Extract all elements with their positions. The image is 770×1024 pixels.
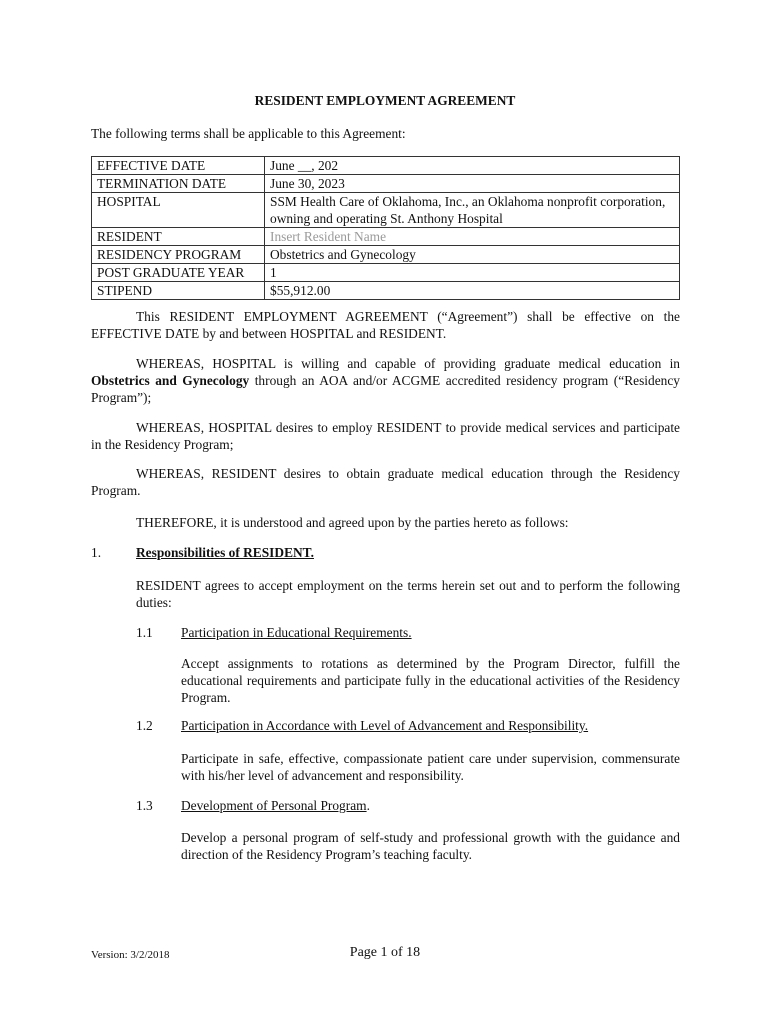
term-label: POST GRADUATE YEAR: [92, 264, 265, 282]
term-value: $55,912.00: [265, 282, 680, 300]
table-row: [92, 228, 680, 246]
paragraph-text: through an AOA and/or ACGME accredited residency program (“Residency Program”);: [91, 373, 680, 405]
table-row: [92, 264, 680, 282]
table-row: [92, 282, 680, 300]
term-value: June __, 202: [265, 157, 680, 175]
effective-paragraph: This RESIDENT EMPLOYMENT AGREEMENT (“Agreement”) shall be effective on the EFFECTIVE DATE by and between HOSPITAL and RESIDENT.: [91, 309, 680, 341]
term-label: RESIDENCY PROGRAM: [92, 246, 265, 264]
whereas-paragraph-1: [91, 355, 680, 406]
whereas-paragraph-3: WHEREAS, RESIDENT desires to obtain graduate medical education through the Residency Program.: [91, 466, 680, 498]
subsection-body: Accept assignments to rotations as determined by the Program Director, fulfill the educational requirements and participate fully in the educational activities of the Residency Program.: [181, 656, 680, 705]
table-row: [92, 193, 680, 228]
therefore-paragraph: THEREFORE, it is understood and agreed upon by the parties hereto as follows:: [136, 515, 569, 530]
section-title: Responsibilities of RESIDENT.: [136, 545, 314, 560]
term-label: EFFECTIVE DATE: [92, 157, 265, 175]
term-value: Obstetrics and Gynecology: [265, 246, 680, 264]
section-intro: RESIDENT agrees to accept employment on the terms herein set out and to perform the following duties:: [136, 578, 680, 610]
resident-name-field[interactable]: Insert Resident Name: [265, 228, 680, 246]
subsection-number: 1.3: [136, 798, 153, 813]
term-label: RESIDENT: [92, 228, 265, 246]
subsection-heading: [181, 798, 370, 814]
term-value: 1: [265, 264, 680, 282]
document-title: RESIDENT EMPLOYMENT AGREEMENT: [254, 93, 516, 108]
intro-text: The following terms shall be applicable to this Agreement:: [91, 126, 406, 141]
term-label: STIPEND: [92, 282, 265, 300]
terms-table: [91, 156, 680, 300]
subsection-title-suffix: .: [366, 798, 370, 813]
whereas-paragraph-2: WHEREAS, HOSPITAL desires to employ RESIDENT to provide medical services and participate in the Residency Program;: [91, 420, 680, 452]
table-row: [92, 157, 680, 175]
term-value: June 30, 2023: [265, 175, 680, 193]
subsection-title: Participation in Accordance with Level of Advancement and Responsibility.: [181, 718, 589, 733]
subsection-title: Development of Personal Program: [181, 798, 367, 813]
subsection-number: 1.2: [136, 718, 153, 733]
subsection-body: Participate in safe, effective, compassionate patient care under supervision, commensurate with his/her level of advancement and responsibility.: [181, 751, 680, 783]
paragraph-text: WHEREAS, HOSPITAL is willing and capable of providing graduate medical education in: [136, 356, 680, 371]
term-label: HOSPITAL: [92, 193, 265, 228]
footer-page-number: Page 1 of 18: [349, 945, 421, 960]
table-row: [92, 175, 680, 193]
term-value: SSM Health Care of Oklahoma, Inc., an Oklahoma nonprofit corporation, owning and operating St. Anthony Hospital: [265, 193, 680, 228]
subsection-title: Participation in Educational Requirements.: [181, 625, 412, 640]
subsection-body: Develop a personal program of self-study and professional growth with the guidance and direction of the Residency Program’s teaching faculty.: [181, 830, 680, 862]
program-name-bold: Obstetrics and Gynecology: [91, 373, 250, 388]
subsection-number: 1.1: [136, 625, 153, 640]
term-label: TERMINATION DATE: [92, 175, 265, 193]
table-row: [92, 246, 680, 264]
section-number: 1.: [91, 545, 102, 560]
footer-version: Version: 3/2/2018: [91, 949, 170, 961]
